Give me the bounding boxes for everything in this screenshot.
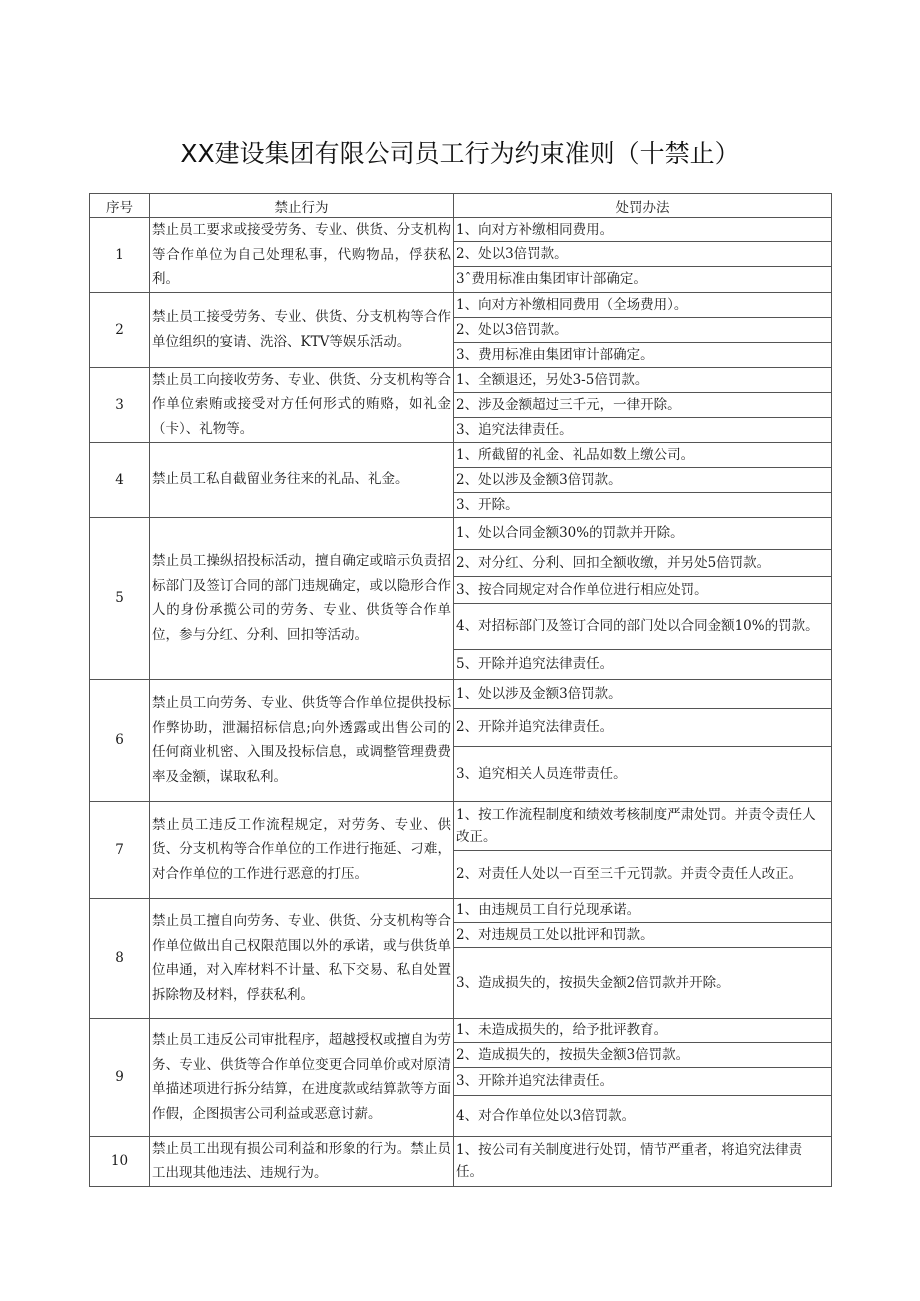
penalty-item: 3、追究法律责任。 [454, 417, 832, 442]
penalty-item: 1、未造成损失的，给予批评教育。 [454, 1018, 832, 1042]
prohibited-behavior: 禁止员工操纵招投标活动，擅自确定或暗示负责招标部门及签订合同的部门违规确定，或以隐形合作人的身份承揽公司的劳务、专业、供货等合作单位，参与分红、分利、回扣等活动。 [150, 517, 454, 679]
prohibited-behavior: 禁止员工向劳务、专业、供货等合作单位提供投标作弊协助，泄漏招标信息;向外透露或出售公司的任何商业机密、入围及投标信息，或调整管理费费率及金额，谋取私利。 [150, 679, 454, 801]
header-no: 序号 [90, 194, 150, 218]
header-penalty: 处罚办法 [454, 194, 832, 218]
row-number: 5 [90, 517, 150, 679]
penalty-item: 3、按合同规定对合作单位进行相应处罚。 [454, 576, 832, 603]
table-row [90, 801, 832, 850]
row-number: 2 [90, 292, 150, 367]
penalty-item: 1、按工作流程制度和绩效考核制度严肃处罚。并责令责任人改正。 [454, 801, 832, 850]
penalty-item: 1、向对方补缴相同费用（全场费用）。 [454, 292, 832, 317]
row-number: 9 [90, 1018, 150, 1136]
row-number: 10 [90, 1136, 150, 1186]
table-row [90, 679, 832, 708]
penalty-item: 2、对责任人处以一百至三千元罚款。并责令责任人改正。 [454, 850, 832, 898]
row-number: 7 [90, 801, 150, 898]
table-row [90, 1136, 832, 1186]
penalty-item: 2、处以3倍罚款。 [454, 317, 832, 342]
rules-table [89, 193, 832, 1187]
row-number: 1 [90, 218, 150, 293]
row-number: 8 [90, 898, 150, 1018]
table-row [90, 1018, 832, 1042]
row-number: 4 [90, 442, 150, 517]
penalty-item: 3、开除。 [454, 492, 832, 517]
penalty-item: 2、造成损失的，按损失金额3倍罚款。 [454, 1042, 832, 1067]
prohibited-behavior: 禁止员工出现有损公司利益和形象的行为。禁止员工出现其他违法、违规行为。 [150, 1136, 454, 1186]
prohibited-behavior: 禁止员工向接收劳务、专业、供货、分支机构等合作单位索贿或接受对方任何形式的贿赂，如礼金（卡）、礼物等。 [150, 367, 454, 442]
penalty-item: 2、对分红、分利、回扣全额收缴，并另处5倍罚款。 [454, 549, 832, 576]
table-row [90, 367, 832, 392]
penalty-item: 1、所截留的礼金、礼品如数上缴公司。 [454, 442, 832, 467]
table-row [90, 292, 832, 317]
penalty-item: 2、对违规员工处以批评和罚款。 [454, 922, 832, 947]
penalty-item: 2、处以3倍罚款。 [454, 242, 832, 267]
penalty-item: 3、开除并追究法律责任。 [454, 1067, 832, 1095]
prohibited-behavior: 禁止员工擅自向劳务、专业、供货、分支机构等合作单位做出自己权限范围以外的承诺，或与供货单位串通，对入库材料不计量、私下交易、私自处置拆除物及材料，俘获私利。 [150, 898, 454, 1018]
penalty-item: 4、对招标部门及签订合同的部门处以合同金额10%的罚款。 [454, 603, 832, 649]
table-row [90, 442, 832, 467]
penalty-item: 1、处以涉及金额3倍罚款。 [454, 679, 832, 708]
penalty-item: 5、开除并追究法律责任。 [454, 649, 832, 679]
penalty-item: 1、向对方补缴相同费用。 [454, 218, 832, 242]
penalty-item: 2、涉及金额超过三千元，一律开除。 [454, 392, 832, 417]
table-row [90, 898, 832, 922]
table-row [90, 218, 832, 242]
penalty-item: 1、按公司有关制度进行处罚，情节严重者，将追究法律责任。 [454, 1136, 832, 1186]
penalty-item: 3、造成损失的，按损失金额2倍罚款并开除。 [454, 947, 832, 1018]
row-number: 6 [90, 679, 150, 801]
prohibited-behavior: 禁止员工私自截留业务往来的礼品、礼金。 [150, 442, 454, 517]
table-header-row [90, 194, 832, 218]
penalty-item: 2、开除并追究法律责任。 [454, 708, 832, 746]
penalty-item: 1、由违规员工自行兑现承诺。 [454, 898, 832, 922]
prohibited-behavior: 禁止员工违反公司审批程序，超越授权或擅自为劳务、专业、供货等合作单位变更合同单价或对原清单描述项进行拆分结算，在进度款或结算款等方面作假，企图损害公司利益或恶意讨薪。 [150, 1018, 454, 1136]
table-row [90, 517, 832, 549]
penalty-item: 1、处以合同金额30%的罚款并开除。 [454, 517, 832, 549]
prohibited-behavior: 禁止员工要求或接受劳务、专业、供货、分支机构等合作单位为自己处理私事，代购物品，俘获私利。 [150, 218, 454, 293]
penalty-item: 4、对合作单位处以3倍罚款。 [454, 1095, 832, 1136]
header-behavior: 禁止行为 [150, 194, 454, 218]
penalty-item: 1、全额退还，另处3-5倍罚款。 [454, 367, 832, 392]
prohibited-behavior: 禁止员工违反工作流程规定，对劳务、专业、供货、分支机构等合作单位的工作进行拖延、刁难，对合作单位的工作进行恶意的打压。 [150, 801, 454, 898]
penalty-item: 3ˆ费用标准由集团审计部确定。 [454, 267, 832, 292]
penalty-item: 2、处以涉及金额3倍罚款。 [454, 467, 832, 492]
row-number: 3 [90, 367, 150, 442]
penalty-item: 3、追究相关人员连带责任。 [454, 746, 832, 801]
page-title: XX建设集团有限公司员工行为约束准则（十禁止） [180, 139, 740, 168]
prohibited-behavior: 禁止员工接受劳务、专业、供货、分支机构等合作单位组织的宴请、洗浴、KTV等娱乐活动。 [150, 292, 454, 367]
penalty-item: 3、费用标准由集团审计部确定。 [454, 342, 832, 367]
